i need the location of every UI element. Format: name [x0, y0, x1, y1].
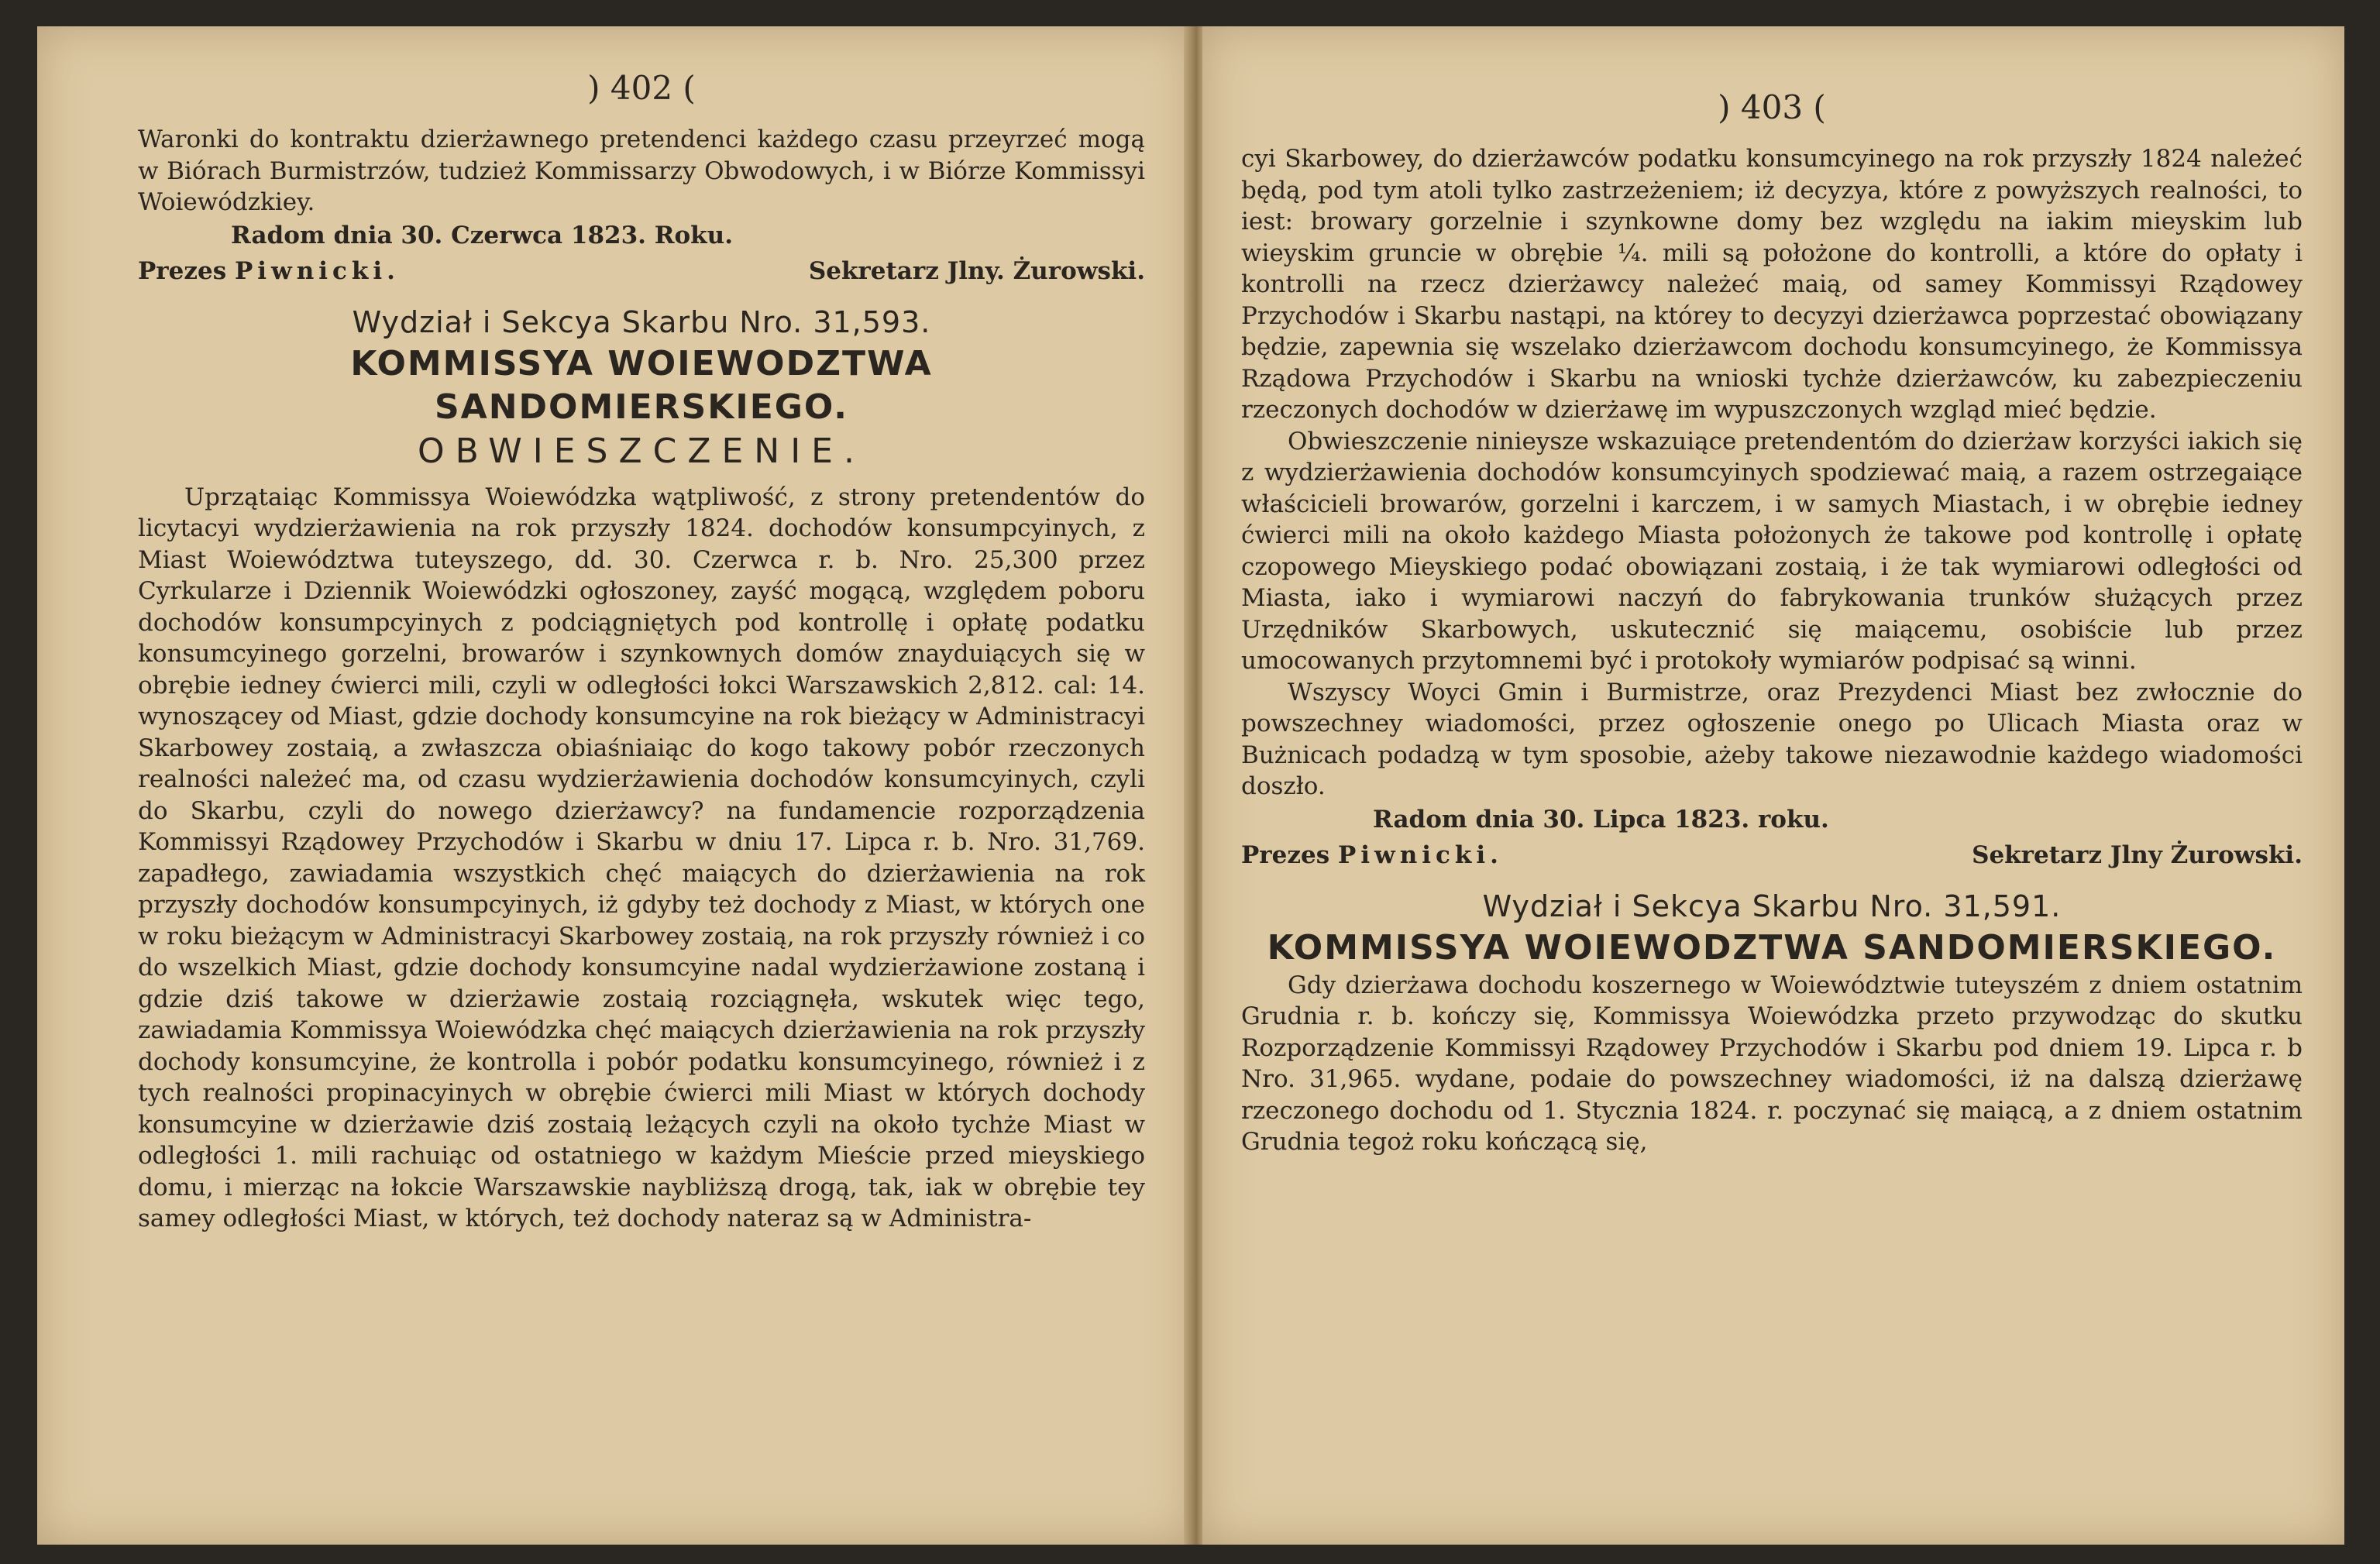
section-heading: Wydział i Sekcya Skarbu Nro. 31,591.: [1482, 889, 2062, 923]
president-signature: [138, 254, 400, 288]
secretary-signature: Sekretarz Jlny. Żurowski.: [808, 256, 1145, 285]
intro-paragraph: Waronki do kontraktu dzierżawnego pretendenci każdego czasu przeyrzeć mogą w Biórach Burmistrzów, tudzież Kommissarzy Obwodowych, i w Biórze Kommissyi Woiewódzkiey.: [138, 125, 1145, 216]
right-page: [1202, 26, 2344, 1545]
page-number: ) 403 (: [1718, 88, 1826, 126]
right-text-column: [1241, 88, 2303, 1158]
date-line: Radom dnia 30. Czerwca 1823. Roku.: [231, 221, 733, 249]
signature-line: [138, 254, 1145, 288]
page-number: ) 402 (: [587, 69, 696, 107]
body-paragraph: Uprzątaiąc Kommissya Woiewódzka wątpliwość, z strony pretendentów do licytacyi wydzierżawienia na rok przyszły 1824. dochodów konsumpcyinych, z Miast Woiewództwa tuteyszego, dd. 30. Czerwca r. b. Nro. 25,300 przez Cyrkularze i Dziennik Woiewódzki ogłoszoney, zayść mogącą, względem poboru dochodów konsumpcyinych z podciągniętych pod kontrollę i opłatę podatku konsumcyinego gorzelni, browarów i szynkownych domów znayduiących się w obrębie iedney ćwierci mili, czyli w odległości łokci Warszawskich 2,812. cal: 14. wynoszącey od Miast, gdzie dochody konsumcyine na rok bieżący w Administracyi Skarbowey zostaią, a zwłaszcza obiaśniaiąc do kogo takowy pobór rzeczonych realności należeć ma, od czasu wydzierżawienia dochodów konsumcyinych, czyli do Skarbu, czyli do nowego dzierżawcy? na fundamencie rozporządzenia Kommissyi Rządowey Przychodów i Skarbu w dniu 17. Lipca r. b. Nro. 31,769. zapadłego, zawiadamia wszystkich chęć maiących do dzierżawienia na rok przyszły dochodów konsumpcyinych, iż gdyby też dochody z Miast, w których one w roku bieżącym w Administracyi Skarbowey zostaią, na rok przyszły również i co do wszelkich Miast, gdzie dochody konsumcyine nadal wydzierżawione zostaną i gdzie dziś takowe w dzierżawie zostaią rozciągnęła, wskutek więc tego, zawiadamia Kommissya Woiewódzka chęć maiących dzierżawienia na rok przyszły dochody konsumcyine, że kontrolla i pobór podatku konsumcyinego, również i z tych realności propinacyinych w obrębie ćwierci mili Miast w których dochody konsumcyine w dzierżawie dziś zostaią leżących czyli na około tychże Miast w odległości 1. mili rachuiąc od ostatniego w każdym Mieście przed mieyskiego domu, i mierząc na łokcie Warszawskie naybliższą drogą, tak, iak w obrębie tey samey odległości Miast, w których, też dochody nateraz są w Administra-: [138, 483, 1145, 1232]
continuation-paragraph: cyi Skarbowey, do dzierżawców podatku konsumcyinego na rok przyszły 1824 należeć będą, pod tym atoli tylko zastrzeżeniem; iż decyzya, które z powyższych realności, to iest: browary gorzelnie i szynkowne domy bez względu na iakim mieyskim lub wieyskim gruncie w obrębie ¼. mili są położone do kontrolli, a które do opłaty i kontrolli na rzecz dzierżawcy należeć maią, od samey Kommissyi Rządowey Przychodów i Skarbu nastąpi, na którey to decyzyi dzierżawca poprzestać obowiązany będzie, zapewnia się wszelako dzierżawcom dochodu konsumcyinego, że Kommissya Rządowa Przychodów i Skarbu na wnioski tychże dzierżawców, ku zabezpieczeniu rzeczonych dochodów w dzierżawę im wypuszczonych wzgląd mieć będzie.: [1241, 145, 2303, 424]
commission-heading: KOMMISSYA WOIEWODZTWA SANDOMIERSKIEGO.: [350, 343, 933, 427]
signature-line: [1241, 838, 2303, 872]
president-label: Prezes: [138, 256, 227, 285]
section-heading: Wydział i Sekcya Skarbu Nro. 31,593.: [352, 304, 931, 339]
president-label: Prezes: [1241, 840, 1330, 869]
third-paragraph: Wszyscy Woyci Gmin i Burmistrze, oraz Prezydenci Miast bez zwłocznie do powszechney wiadomości, przez ogłoszenie onego po Ulicach Miasta oraz w Bużnicach podadzą w tym sposobie, ażeby takowe niezawodnie każdego wiadomości doszło.: [1241, 678, 2303, 800]
left-text-column: [138, 69, 1145, 1235]
president-name: Piwnicki.: [1337, 840, 1503, 869]
date-line: Radom dnia 30. Lipca 1823. roku.: [1373, 805, 1829, 834]
left-page: [37, 26, 1193, 1545]
second-paragraph: Obwieszczenie ninieysze wskazuiące pretendentóm do dzierżaw korzyści iakich się z wydzierżawienia dochodów konsumcyinych spodziewać maią, a razem ostrzegaiące właścicieli browarów, gorzelni i karczem, i w samych Miastach, i w obrębie iedney ćwierci mili na około każdego Miasta położonych że takowe pod kontrollę i opłatę czopowego Mieyskiego podać obowiązani zostaią, i że tak wymiarowi odległości od Miasta, iako i wymiarowi naczyń do fabrykowania trunków służących przez Urzędników Skarbowych, uskutecznić się maiącemu, osobiście lub przez umocowanych przytomnemi być i protokoły wymiarów podpisać są winni.: [1241, 427, 2303, 675]
president-name: Piwnicki.: [234, 256, 400, 285]
notice-heading: OBWIESZCZENIE.: [418, 431, 865, 471]
president-signature: [1241, 838, 1503, 872]
secretary-signature: Sekretarz Jlny Żurowski.: [1972, 840, 2303, 869]
commission-heading: KOMMISSYA WOIEWODZTWA SANDOMIERSKIEGO.: [1267, 927, 2277, 968]
final-paragraph: Gdy dzierżawa dochodu koszernego w Woiewództwie tuteyszém z dniem ostatnim Grudnia r. b. kończy się, Kommissya Woiewódzka przeto przywodząc do skutku Rozporządzenie Kommissyi Rządowey Przychodów i Skarbu pod dniem 19. Lipca r. b Nro. 31,965. wydane, podaie do powszechney wiadomości, iż na dalszą dzierżawę rzeczonego dochodu od 1. Stycznia 1824. r. poczynać się maiącą, a z dniem ostatnim Grudnia tegoż roku kończącą się,: [1241, 971, 2303, 1156]
